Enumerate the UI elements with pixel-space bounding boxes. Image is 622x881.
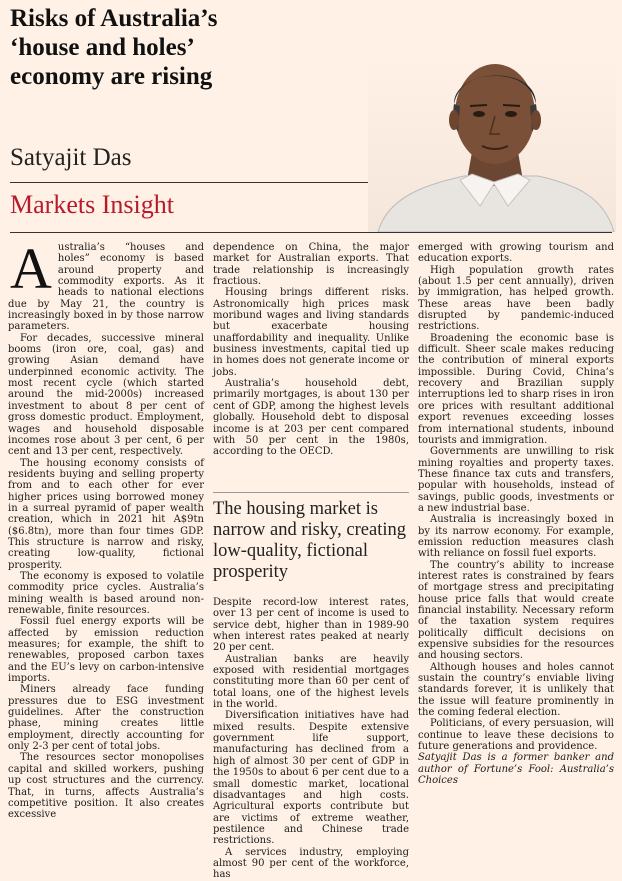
author-name: Satyajit Das [10, 144, 132, 171]
paragraph: Governments are unwilling to risk mining royalties and property taxes. These finance tax cuts and transfers, popular with households, instead of savings, public goods, investments or a new industrial base. [418, 446, 614, 514]
paragraph: Although houses and holes cannot sustain the country’s enviable living standards forever, it is unlikely that the issue will feature prominently in the coming federal election. [418, 661, 614, 719]
article-column-3 [418, 242, 614, 787]
paragraph: The resources sector monopolises capital and skilled workers, pushing up cost structures and the currency. That, in turns, affects Australia’s competitive position. It also creates excessive [8, 752, 204, 821]
article-column-1 [8, 236, 204, 821]
paragraph: Australia’s household debt, primarily mortgages, is about 130 per cent of GDP, among the highest levels globally. Household debt to disposal income is at 203 per cent compared with 50 per cent in the 1980s, according to the OECD. [213, 378, 409, 458]
headline-line: economy are rising [10, 63, 213, 90]
paragraph: Diversification initiatives have had mixed results. Despite extensive government life support, manufacturing has declined from a high of almost 30 per cent of GDP in the 1950s to about 6 per cent due to a small domestic market, locational disadvantages and high costs. Agricultural exports contribute but are victims of extreme weather, pestilence and Chinese trade restrictions. [213, 710, 409, 847]
article-column-2-top [213, 242, 409, 458]
paragraph: Miners already face funding pressures due to ESG investment guidelines. After the construction phase, mining creates little employment, directly accounting for only 2-3 per cent of total jobs. [8, 684, 204, 753]
divider [10, 232, 612, 233]
paragraph: Housing brings different risks. Astronomically high prices mask moribund wages and living standards but exacerbate housing unaffordability and inequality. Unlike business investments, capital tied up in homes does not generate income or jobs. [213, 287, 409, 378]
paragraph: Fossil fuel energy exports will be affected by emission reduction measures; for example, the shift to renewables, proposed carbon taxes and the EU’s levy on carbon-intensive imports. [8, 616, 204, 685]
paragraph: emerged with growing tourism and education exports. [418, 242, 614, 265]
paragraph: Australian banks are heavily exposed with residential mortgages constituting more than 60 per cent of total loans, one of the highest levels in the world. [213, 653, 409, 711]
author-bio: Satyajit Das is a former banker and author of Fortune’s Fool: Australia’s Choices [418, 752, 614, 787]
paragraph [8, 236, 204, 333]
headline [10, 4, 340, 91]
divider [10, 182, 370, 183]
pull-quote: The housing market is narrow and risky, creating low-quality, fictional prosperity [213, 492, 409, 583]
article-column-2-bottom [213, 597, 409, 881]
paragraph: Despite record-low interest rates, over 13 per cent of income is used to service debt, higher than in 1989-90 when interest rates peaked at nearly 20 per cent. [213, 597, 409, 654]
drop-cap: A [10, 236, 52, 301]
headline-line: Risks of Australia’s [10, 5, 218, 32]
paragraph: The country’s ability to increase interest rates is constrained by fears of mortgage stress and precipitating house price falls that would create financial instability. Necessary reform of the taxation system requires politically difficult decisions on expensive subsidies for the resources and housing sectors. [418, 559, 614, 662]
paragraph-text: ustralia’s “houses and holes” economy is based around property and commodity exports. As it heads to national elections due by May 21, the country is increasingly boxed in by those narrow parameters. [8, 242, 204, 333]
paragraph: A services industry, employing almost 90 per cent of the workforce, has [213, 846, 409, 881]
paragraph: High population growth rates (about 1.5 per cent annually), driven by immigration, has helped growth. These areas have been badly disrupted by pandemic-induced restrictions. [418, 264, 614, 333]
author-photo [368, 56, 616, 232]
paragraph: For decades, successive mineral booms (iron ore, coal, gas) and growing Asian demand have underpinned economic activity. The most recent cycle (which started around the mid-2000s) increased investment to about 8 per cent of gross domestic product. Employment, wages and household disposable incomes rose about 3 per cent, 6 per cent and 13 per cent, respectively. [8, 332, 204, 458]
paragraph: Australia is increasingly boxed in by its narrow economy. For example, emission reduction measures clash with reliance on fossil fuel exports. [418, 514, 614, 560]
column-name: Markets Insight [10, 190, 174, 219]
paragraph: The housing economy consists of residents buying and selling property from and to each other for ever higher prices using borrowed money in a surreal pyramid of paper wealth creation, which in 2021 hit A$9tn ($6.8tn), more than four times GDP. This structure is narrow and risky, creating low-quality, fictional prosperity. [8, 457, 204, 571]
paragraph: Politicians, of every persuasion, will continue to leave these decisions to future generations and providence. [418, 718, 614, 753]
headline-line: ‘house and holes’ [10, 34, 195, 61]
paragraph: dependence on China, the major market for Australian exports. That trade relationship is increasingly fractious. [213, 242, 409, 288]
paragraph: The economy is exposed to volatile commodity price cycles. Australia’s mining wealth is based around non-renewable, finite resources. [8, 570, 204, 616]
paragraph: Broadening the economic base is difficult. Sheer scale makes reducing the contribution of mineral exports impossible. During Covid, China’s recovery and Brazilian supply interruptions led to sharp rises in iron ore prices with resultant additional export revenues exceeding losses from international students, inbound tourists and immigration. [418, 332, 614, 446]
